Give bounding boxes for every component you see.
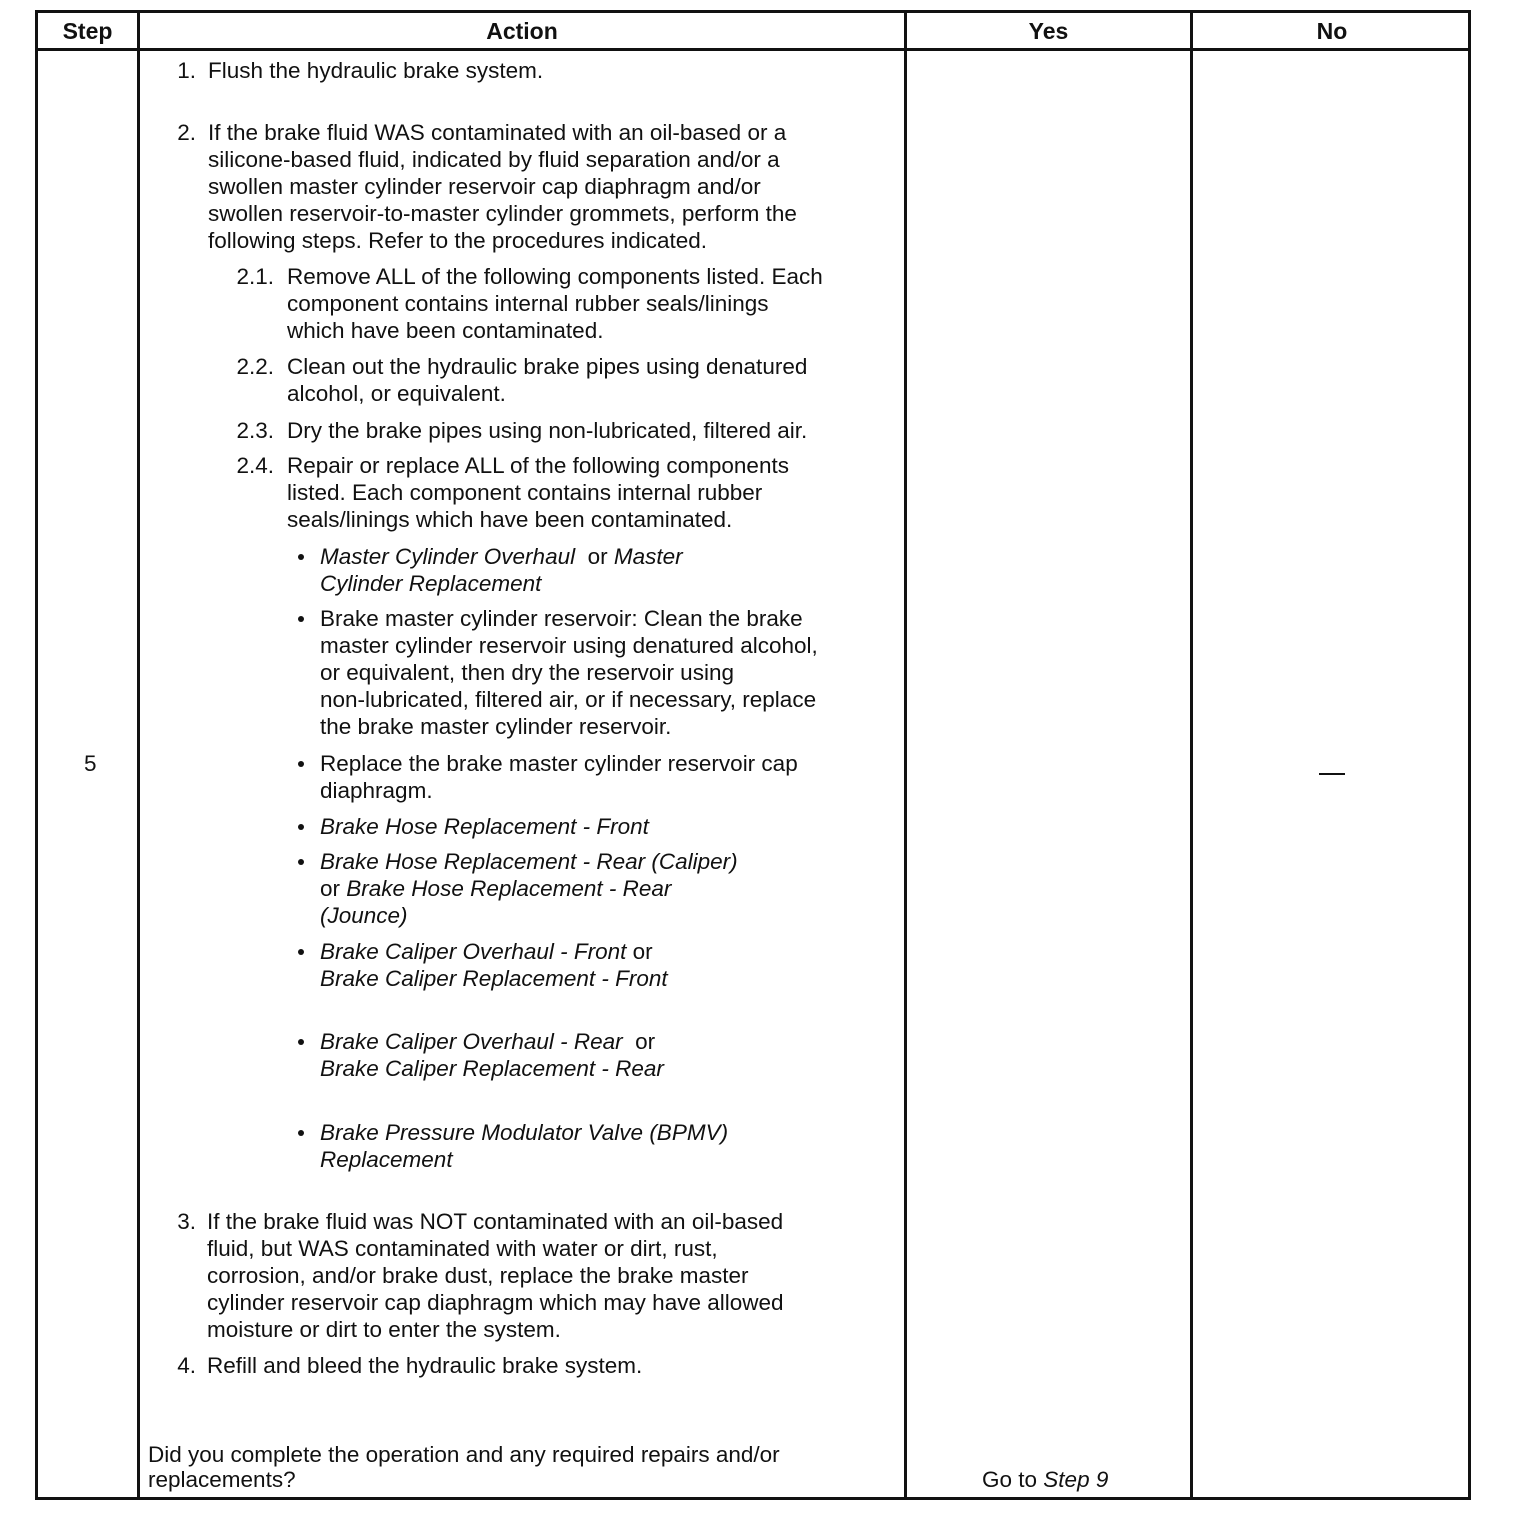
sub-item-2-1-line: which have been contaminated.	[287, 318, 604, 343]
step-number: 5	[84, 751, 97, 776]
procedure-link[interactable]: Brake Caliper Replacement - Rear	[320, 1056, 664, 1081]
item-number: 1.	[177, 58, 196, 83]
bullet-icon	[298, 1130, 304, 1136]
sub-item-2-2-line: alcohol, or equivalent.	[287, 381, 506, 406]
item-number: 4.	[177, 1353, 196, 1378]
action-item-2-line: If the brake fluid WAS contaminated with an oil-based or a	[208, 120, 787, 145]
header-no: No	[1316, 18, 1348, 44]
bullet-cap-line: Replace the brake master cylinder reservoir cap	[320, 751, 798, 776]
procedure-link[interactable]: Master	[613, 544, 683, 569]
sub-item-2-2-line: Clean out the hydraulic brake pipes using denatured	[287, 354, 808, 379]
action-item-3-line: If the brake fluid was NOT contaminated with an oil-based	[207, 1209, 784, 1234]
bullet-reservoir-line: or equivalent, then dry the reservoir using	[320, 660, 734, 685]
step-link[interactable]: Step 9	[1043, 1467, 1109, 1492]
no-result	[1319, 758, 1342, 785]
action-item-3-line: corrosion, and/or brake dust, replace the brake master	[207, 1263, 749, 1288]
procedure-link[interactable]: Brake Hose Replacement - Rear	[346, 876, 672, 901]
bullet-reservoir-line: non-lubricated, filtered air, or if necessary, replace	[320, 687, 817, 712]
question-line: Did you complete the operation and any required repairs and/or	[148, 1442, 780, 1467]
bullet-icon	[298, 761, 304, 767]
action-item-2-line: swollen master cylinder reservoir cap diaphragm and/or	[208, 174, 761, 199]
sub-item-2-1-line: component contains internal rubber seals/linings	[287, 291, 769, 316]
sub-item-number: 2.1.	[236, 264, 274, 289]
sub-item-2-4-line: listed. Each component contains internal rubber	[287, 480, 763, 505]
procedure-link[interactable]: Brake Hose Replacement - Rear (Caliper)	[320, 849, 738, 874]
column-divider	[904, 13, 907, 1497]
bullet-cap-line: diaphragm.	[320, 778, 433, 803]
bullet-icon	[298, 949, 304, 955]
bullet-icon	[298, 616, 304, 622]
header-divider	[38, 48, 1468, 51]
procedure-link[interactable]: Brake Caliper Overhaul - Front	[320, 939, 627, 964]
question-line: replacements?	[148, 1467, 296, 1492]
header-yes: Yes	[1028, 18, 1069, 44]
procedure-link[interactable]: Replacement	[320, 1147, 453, 1172]
procedure-link[interactable]: Brake Caliper Replacement - Front	[320, 966, 668, 991]
header-step: Step	[62, 18, 113, 44]
action-item-1: Flush the hydraulic brake system.	[208, 58, 544, 83]
procedure-link[interactable]: (Jounce)	[320, 903, 408, 928]
item-number: 3.	[177, 1209, 196, 1234]
action-item-3-line: fluid, but WAS contaminated with water or dirt, rust,	[207, 1236, 718, 1261]
procedure-link[interactable]: Brake Hose Replacement - Front	[320, 814, 649, 839]
bullet-icon	[298, 859, 304, 865]
sub-item-2-4-line: Repair or replace ALL of the following components	[287, 453, 789, 478]
bullet-reservoir-line: the brake master cylinder reservoir.	[320, 714, 672, 739]
bullet-reservoir-line: master cylinder reservoir using denatured alcohol,	[320, 633, 818, 658]
sub-item-2-3-line: Dry the brake pipes using non-lubricated, filtered air.	[287, 418, 808, 443]
column-divider	[1190, 13, 1193, 1497]
header-action: Action	[486, 18, 558, 44]
action-item-3-line: moisture or dirt to enter the system.	[207, 1317, 561, 1342]
action-item-3-line: cylinder reservoir cap diaphragm which may have allowed	[207, 1290, 784, 1315]
bullet-icon	[298, 1039, 304, 1045]
bullet-reservoir-line: Brake master cylinder reservoir: Clean the brake	[320, 606, 803, 631]
procedure-link[interactable]: Cylinder Replacement	[320, 571, 542, 596]
bullet-icon	[298, 554, 304, 560]
action-item-2-line: silicone-based fluid, indicated by fluid separation and/or a	[208, 147, 780, 172]
item-number: 2.	[177, 120, 196, 145]
sub-item-2-1-line: Remove ALL of the following components listed. Each	[287, 264, 823, 289]
procedure-link[interactable]: Brake Pressure Modulator Valve (BPMV)	[320, 1120, 729, 1145]
action-item-2-line: swollen reservoir-to-master cylinder grommets, perform the	[208, 201, 797, 226]
sub-item-number: 2.3.	[236, 418, 274, 443]
procedure-link[interactable]: Brake Caliper Overhaul - Rear	[320, 1029, 623, 1054]
yes-result: Go to Step 9	[982, 1467, 1109, 1492]
bullet-master-cylinder: Master Cylinder Overhaul or Master	[320, 544, 683, 569]
sub-item-2-4-line: seals/linings which have been contaminated.	[287, 507, 733, 532]
bullet-icon	[298, 824, 304, 830]
action-item-4: Refill and bleed the hydraulic brake system.	[207, 1353, 643, 1378]
sub-item-number: 2.4.	[236, 453, 274, 478]
sub-item-number: 2.2.	[236, 354, 274, 379]
action-item-2-line: following steps. Refer to the procedures indicated.	[208, 228, 708, 253]
column-divider	[137, 13, 140, 1497]
procedure-link[interactable]: Master Cylinder Overhaul	[320, 544, 576, 569]
